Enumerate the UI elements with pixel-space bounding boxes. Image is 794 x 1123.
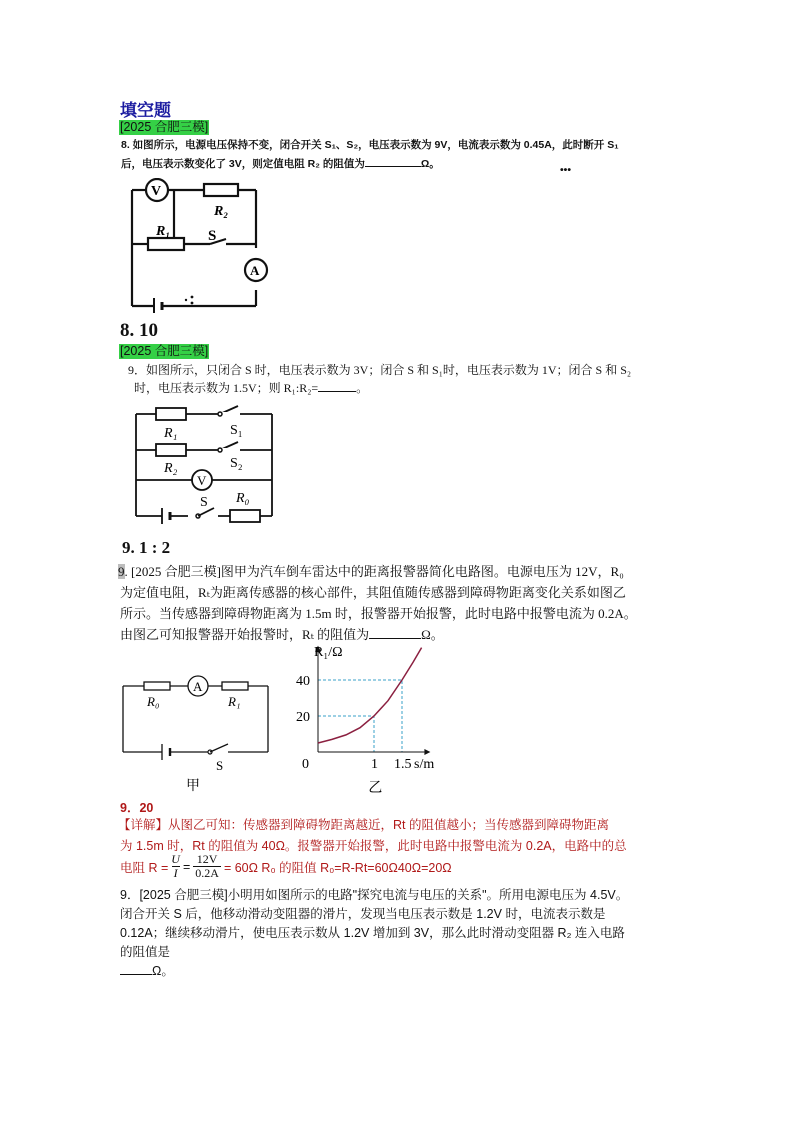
q9b-text-line4a: 由图乙可知报警器开始报警时，Rₜ 的阻值为 bbox=[120, 627, 370, 642]
resistor-r1 bbox=[156, 408, 186, 420]
q9b-answer-blank bbox=[369, 638, 421, 639]
resistor-r1 bbox=[222, 682, 248, 690]
ammeter-label: A bbox=[193, 679, 203, 694]
r0-label: R₀ bbox=[236, 491, 250, 506]
q8-dots: ••• bbox=[560, 164, 572, 176]
q9c-text-line5 bbox=[120, 962, 174, 980]
q9b-text-line3: 所示。当传感器到障碍物距离为 1.5m 时，报警器开始报警，此时电路中报警电流为 0.2A。 bbox=[120, 606, 637, 621]
q9b-detail-line3a: 电阻 R = bbox=[120, 860, 169, 875]
q8-text-line1: 8. 如图所示，电源电压保持不变，闭合开关 S₁、S₂，电压表示数为 9V，电流表示数为 0.45A，此时断开 S₁ bbox=[121, 139, 619, 151]
voltmeter-label: V bbox=[197, 473, 207, 488]
q9a-text-line2b: 。 bbox=[356, 381, 369, 395]
q8-answer-blank bbox=[365, 166, 421, 167]
equals-sign: = bbox=[182, 859, 191, 874]
y-tick-label: 20 bbox=[296, 710, 310, 725]
q8-circuit-diagram bbox=[120, 178, 270, 313]
figure-caption-yi: 乙 bbox=[368, 781, 383, 796]
s2-label: S₂ bbox=[230, 456, 243, 471]
r2-label: R₂ bbox=[214, 204, 229, 219]
q9b-answer: 9．20 bbox=[120, 801, 154, 815]
q9c-answer-blank bbox=[120, 974, 152, 975]
switch-s-label: S bbox=[208, 228, 217, 244]
resistor-r1 bbox=[148, 238, 184, 250]
switch-s-label: S bbox=[216, 758, 224, 773]
ammeter-label: A bbox=[250, 263, 260, 278]
resistor-r0 bbox=[230, 510, 260, 522]
q9b-number-dot: . bbox=[124, 564, 128, 579]
q9c-text-line3: 0.12A；继续移动滑片，使电压表示数从 1.2V 增加到 3V，那么此时滑动变阻器 R₂ 连入电路 bbox=[120, 926, 625, 940]
r1-label: R₁ bbox=[156, 224, 171, 239]
q9c-text-line1: 9．[2025 合肥三模]小明用如图所示的电路"探究电流与电压的关系"。所用电源电压为 4.5V。 bbox=[120, 888, 629, 902]
q9b-detail-line3 bbox=[120, 853, 452, 880]
q9a-source-tag: [2025 合肥三模] bbox=[120, 344, 209, 358]
q8-text-line2a: 后，电压表示数变化了 3V，则定值电阻 R₂ 的阻值为 bbox=[121, 158, 365, 170]
series-line bbox=[318, 648, 422, 743]
fraction-numerator: 12V bbox=[196, 852, 218, 866]
figure-caption-jia: 甲 bbox=[186, 779, 200, 794]
q9b-circuit-jia bbox=[118, 672, 274, 794]
y-tick-label: 40 bbox=[296, 674, 310, 689]
fraction-12v-over-02a bbox=[193, 853, 221, 880]
q9c-text-line2: 闭合开关 S 后，他移动滑动变阻器的滑片，发现当电压表示数是 1.2V 时，电流表示数是 bbox=[120, 907, 606, 921]
r0-label: R₀ bbox=[147, 694, 160, 709]
q8-text-line2 bbox=[121, 156, 440, 173]
r1-label: R₁ bbox=[228, 694, 241, 709]
origin-label: 0 bbox=[302, 757, 309, 772]
fraction-denominator: 0.2A bbox=[195, 866, 219, 880]
x-axis-arrow bbox=[424, 749, 430, 755]
r1-label: R₁ bbox=[164, 426, 178, 441]
switch-s-label: S bbox=[200, 495, 208, 510]
q9a-text-line2a: 时，电压表示数为 1.5V；则 R₁:R₂= bbox=[134, 381, 319, 395]
switch-s bbox=[210, 744, 228, 752]
q9a-text-line2 bbox=[134, 378, 368, 398]
x-axis-label: s/m bbox=[414, 757, 435, 772]
q9a-text-line1: 9．如图所示，只闭合 S 时，电压表示数为 3V；闭合 S 和 S₁时，电压表示数为 1V；闭合 S 和 S₂ bbox=[128, 363, 632, 377]
section-heading: 填空题 bbox=[120, 101, 171, 120]
resistor-r2 bbox=[204, 184, 238, 196]
q9b-detail-line1: 【详解】从图乙可知：传感器到障碍物距离越近，Rt 的阻值越小；当传感器到障碍物距离 bbox=[118, 818, 609, 832]
fraction-u-over-i bbox=[171, 853, 180, 880]
fraction-numerator: U bbox=[171, 852, 180, 866]
q9b-text-line1 bbox=[118, 562, 624, 582]
q9a-circuit-diagram bbox=[122, 402, 282, 528]
q9b-detail-line2: 为 1.5m 时，Rt 的阻值为 40Ω。报警器开始报警，此时电路中报警电流为 0.2A，电路中的总 bbox=[120, 839, 627, 853]
q9b-detail-line3b: = 60Ω R₀ 的阻值 R₀=R-Rt=60Ω40Ω=20Ω bbox=[223, 860, 452, 875]
q8-answer: 8. 10 bbox=[120, 320, 158, 341]
q9c-unit: Ω。 bbox=[152, 964, 174, 978]
fraction-denominator: I bbox=[173, 866, 178, 880]
q9c-text-line4: 的阻值是 bbox=[120, 945, 171, 959]
q9a-answer: 9. 1 : 2 bbox=[122, 538, 171, 557]
y-axis-label: R₁/Ω bbox=[314, 645, 343, 660]
q9b-text-line2: 为定值电阻，Rₜ为距离传感器的核心部件，其阻值随传感器到障碍物距离变化关系如图乙 bbox=[120, 585, 626, 600]
q9b-number: 9 bbox=[118, 564, 125, 579]
s1-label: S₁ bbox=[230, 423, 243, 438]
q9b-chart-yi bbox=[288, 640, 458, 800]
q9a-answer-blank bbox=[318, 391, 356, 392]
voltmeter-label: V bbox=[151, 184, 162, 199]
x-tick-label: 1.5 bbox=[394, 757, 412, 772]
resistor-r0 bbox=[144, 682, 170, 690]
x-tick-label: 1 bbox=[371, 757, 378, 772]
q8-unit: Ω。 bbox=[420, 158, 440, 170]
resistor-r2 bbox=[156, 444, 186, 456]
q9b-text-line1a: [2025 合肥三模]图甲为汽车倒车雷达中的距离报警器简化电路图。电源电压为 12V，R₀ bbox=[127, 564, 624, 579]
q9b-text-line4b: Ω。 bbox=[421, 627, 444, 642]
guide-line-0 bbox=[318, 716, 374, 752]
r2-label: R₂ bbox=[164, 461, 178, 476]
q8-source-tag: [2025 合肥三模] bbox=[120, 120, 209, 134]
